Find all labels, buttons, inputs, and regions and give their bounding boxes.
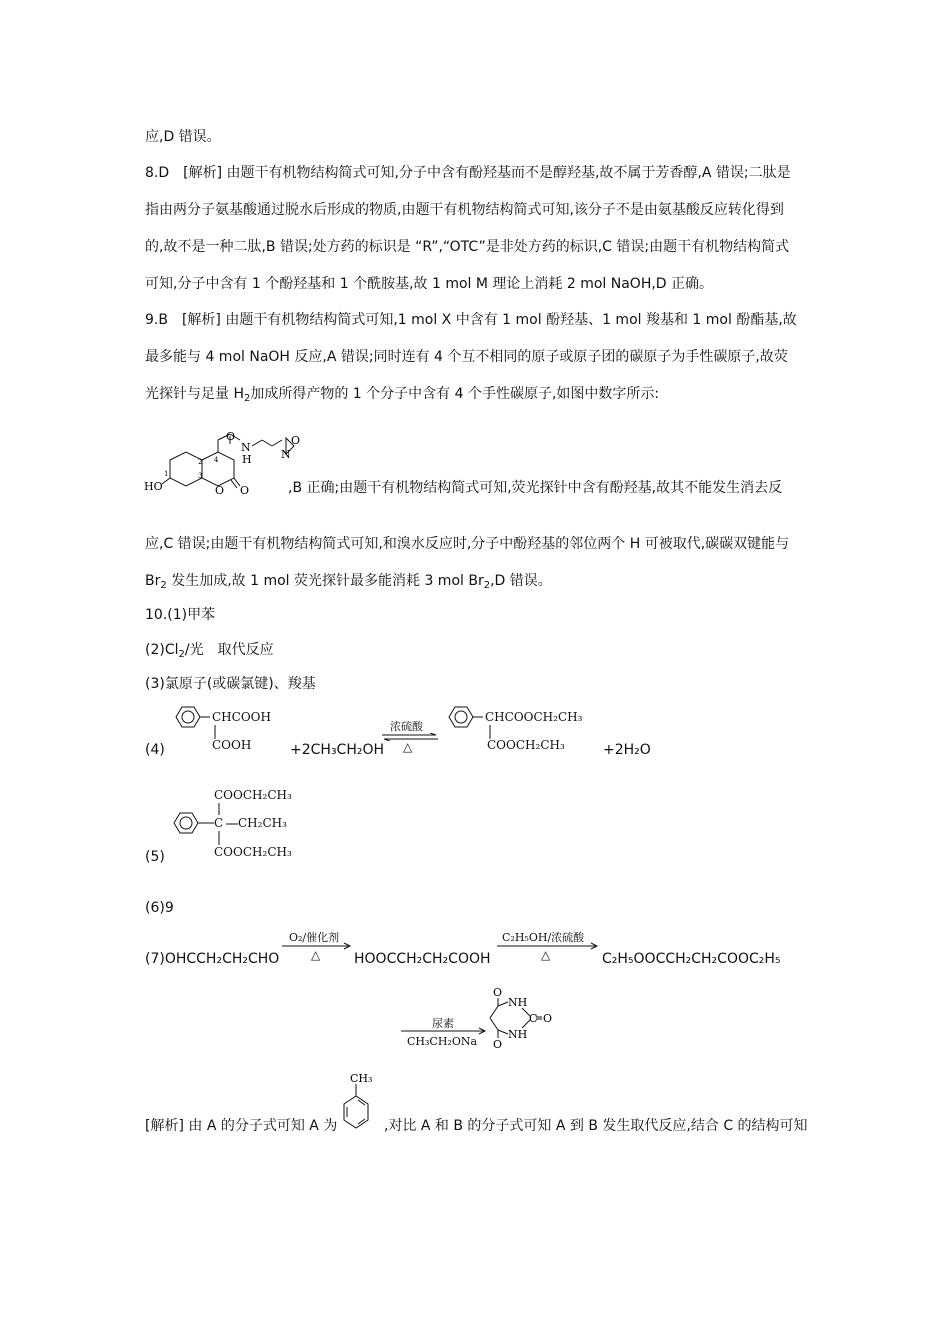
answer-9-line-1: 9.B [解析] 由题干有机物结构简式可知,1 mol X 中含有 1 mol 酚羟基、1 mol 羧基和 1 mol 酚酯基,故 <box>145 312 797 328</box>
eq7-c2-bot: △ <box>541 948 551 962</box>
struct9-num4: 4 <box>214 456 219 464</box>
answer-8-line-2: 指由两分子氨基酸通过脱水后形成的物质,由题干有机物结构简式可知,该分子不是由氨基酸反应转化得到 <box>145 202 784 218</box>
answer-10-6: (6)9 <box>145 900 174 916</box>
struct9-nh: N <box>241 441 251 454</box>
ring-o3: O <box>493 1038 503 1050</box>
struct9-num2: 2 <box>198 458 203 466</box>
answer-10-2 <box>145 640 274 665</box>
s5-side: CH₂CH₃ <box>238 816 287 830</box>
answer-10-1: 10.(1)甲苯 <box>145 607 216 623</box>
s5-bond-top <box>217 803 221 815</box>
ring-o2: O <box>543 1012 553 1025</box>
struct9-ho: HO <box>144 480 163 493</box>
l11c: 发生加成,故 1 mol 荧光探针最多能消耗 3 mol Br <box>166 573 484 589</box>
eq7-end: C₂H₅OOCCH₂CH₂COOC₂H₅ <box>602 951 781 967</box>
struct9-num1: 1 <box>164 470 169 478</box>
eq7-c3-top: 尿素 <box>432 1017 454 1030</box>
eq7-c1-bot: △ <box>311 948 321 962</box>
ring-c: C <box>529 1012 538 1025</box>
toluene-ch3: CH₃ <box>350 1072 373 1085</box>
eq7-mid: HOOCCH₂CH₂COOH <box>354 951 491 967</box>
eq4-cond-bot: △ <box>403 740 413 754</box>
l8c: 加成所得产物的 1 个分子中含有 4 个手性碳原子,如图中数字所示: <box>250 386 660 402</box>
eq7-c3-bot: CH₃CH₂ONa <box>407 1035 478 1048</box>
l11b: 2 <box>160 580 167 591</box>
answer-10-4-label: (4) <box>145 742 165 758</box>
fluorescent-probe-structure <box>140 432 300 502</box>
s5-bond-side <box>226 822 238 826</box>
struct9-o4: O <box>291 434 300 447</box>
eq4-r-bond <box>213 725 217 739</box>
eq7-c1-top: O₂/催化剂 <box>289 931 340 944</box>
answer-9-line-3 <box>145 384 659 409</box>
s5-c: C <box>214 816 224 830</box>
struct9-o1: O <box>215 484 225 497</box>
eq4-p-bot: COOCH₂CH₃ <box>487 738 565 752</box>
l13c: /光 取代反应 <box>184 642 274 658</box>
toluene-structure <box>338 1072 384 1134</box>
ring-nh2: NH <box>508 1028 528 1041</box>
answer-8-line-3: 的,故不是一种二肽,B 错误;处方药的标识是 “R”,“OTC”是非处方药的标识,C 错误;由题干有机物结构简式 <box>145 239 790 255</box>
l13b: 2 <box>178 649 185 660</box>
eq4-r-top: CHCOOH <box>212 710 271 724</box>
s5-bond-bot <box>217 831 221 845</box>
text-line-1: 应,D 错误。 <box>145 129 221 145</box>
answer-10-3: (3)氯原子(或碳氯键)、羧基 <box>145 676 316 692</box>
l11d: 2 <box>483 580 491 591</box>
answer-9-line-6 <box>145 571 552 596</box>
answer-8-line-1: 8.D [解析] 由题干有机物结构简式可知,分子中含有酚羟基而不是醇羟基,故不属于芳香醇,A 错误;二肽是 <box>145 165 791 181</box>
answer-10-7-start: (7)OHCCH₂CH₂CHO <box>145 951 280 967</box>
l8b: 2 <box>243 393 251 404</box>
cyclic-ureide-structure <box>486 984 556 1050</box>
struct9-num3: 3 <box>198 472 203 480</box>
ring-o1: O <box>493 986 503 999</box>
eq4-reagent: +2CH₃CH₂OH <box>290 742 385 758</box>
struct9-n: N <box>281 448 291 461</box>
answer-10-5-label: (5) <box>145 849 165 865</box>
benzene-ring-icon <box>170 806 220 840</box>
benzene-ring-icon <box>443 702 483 732</box>
struct9-h: H <box>242 453 252 466</box>
eq4-r-bot: COOH <box>212 738 252 752</box>
answer-9-line-5: 应,C 错误;由题干有机物结构简式可知,和溴水反应时,分子中酚羟基的邻位两个 H 可被取代,碳碳双键能与 <box>145 536 790 552</box>
l11e: ,D 错误。 <box>490 573 552 589</box>
eq7-arrow-3 <box>401 1027 487 1035</box>
s5-bot: COOCH₂CH₃ <box>214 845 292 859</box>
benzene-ring-icon <box>170 702 210 732</box>
answer-9-line-2: 最多能与 4 mol NaOH 反应,A 错误;同时连有 4 个互不相同的原子或原子团的碳原子为手性碳原子,故荧 <box>145 349 788 365</box>
eq4-cond-top: 浓硫酸 <box>390 720 423 733</box>
struct9-o3: O <box>226 432 236 443</box>
analysis-line-a: [解析] 由 A 的分子式可知 A 为 <box>145 1118 338 1134</box>
ring-nh1: NH <box>508 996 528 1009</box>
l8a: 光探针与足量 H <box>145 386 244 402</box>
answer-8-line-4: 可知,分子中含有 1 个酚羟基和 1 个酰胺基,故 1 mol M 理论上消耗 2 mol NaOH,D 正确。 <box>145 276 714 292</box>
eq7-c2-top: C₂H₅OH/浓硫酸 <box>502 931 585 944</box>
s5-top: COOCH₂CH₃ <box>214 788 292 802</box>
eq4-p-top: CHCOOCH₂CH₃ <box>485 710 583 724</box>
l13a: (2)Cl <box>145 642 179 658</box>
eq4-water: +2H₂O <box>603 742 651 758</box>
struct9-o2: O <box>240 484 250 497</box>
answer-9-line-4: ,B 正确;由题干有机物结构简式可知,荧光探针中含有酚羟基,故其不能发生消去反 <box>288 480 783 496</box>
eq4-p-bond <box>488 725 492 739</box>
analysis-line-b: ,对比 A 和 B 的分子式可知 A 到 B 发生取代反应,结合 C 的结构可知 <box>384 1118 808 1134</box>
l11a: Br <box>145 573 161 589</box>
